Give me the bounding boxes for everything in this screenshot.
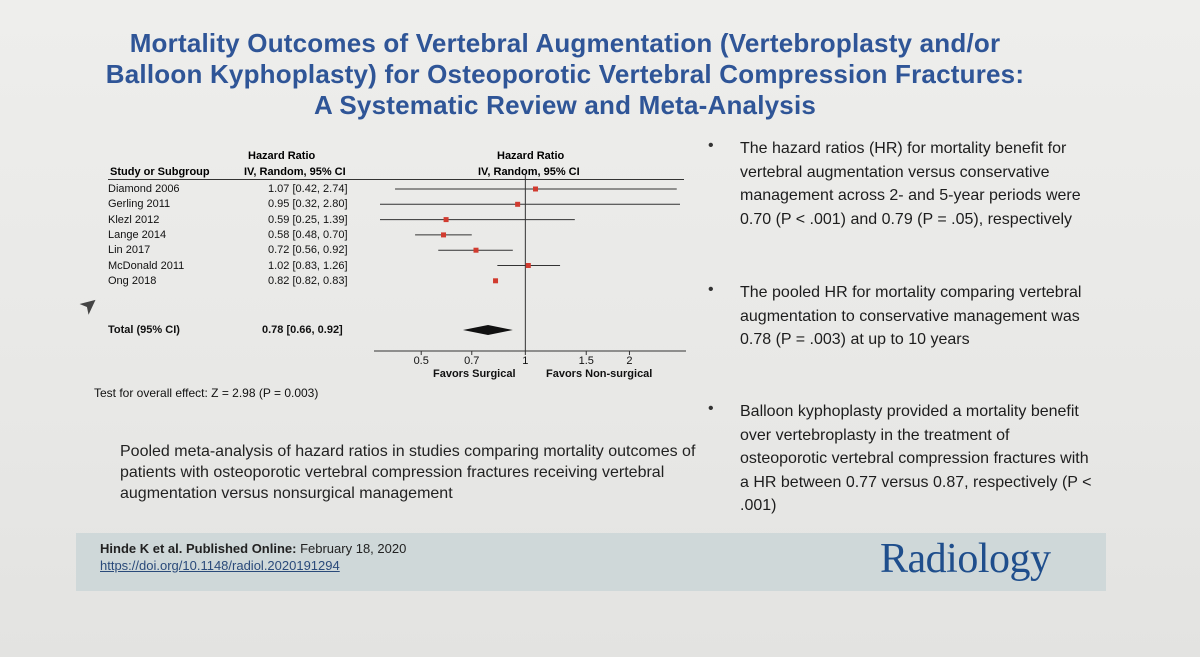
study-point: [441, 232, 446, 237]
total-diamond: [463, 325, 513, 335]
bullet-dot: •: [708, 400, 714, 417]
overall-effect-test: Test for overall effect: Z = 2.98 (P = 0.003): [94, 386, 319, 400]
forest-plot: [370, 168, 690, 388]
study-hr-ci: 1.07 [0.42, 2.74]: [268, 183, 348, 195]
hr-column-subtitle: IV, Random, 95% CI: [244, 166, 346, 178]
x-tick-label: 2: [626, 355, 633, 367]
study-hr-ci: 0.59 [0.25, 1.39]: [268, 213, 348, 226]
study-point: [444, 217, 449, 222]
study-name: McDonald 2011: [108, 259, 185, 272]
study-name: Lin 2017: [108, 244, 151, 257]
doi-link[interactable]: https://doi.org/10.1148/radiol.2020191294: [100, 558, 340, 573]
study-point: [526, 263, 531, 268]
study-hr-ci: 0.58 [0.48, 0.70]: [268, 228, 348, 241]
plot-column-title: Hazard Ratio: [497, 150, 565, 162]
citation-date: February 18, 2020: [296, 541, 407, 556]
slide-title: [60, 28, 1070, 121]
study-hr-ci: 0.82 [0.82, 0.83]: [268, 274, 348, 287]
x-tick-label: 1.5: [578, 355, 594, 367]
study-name: Diamond 2006: [108, 183, 180, 195]
favors-surgical-label: Favors Surgical: [433, 368, 516, 380]
bullet-text: The hazard ratios (HR) for mortality benefit for vertebral augmentation versus conservative management across 2- and 5-year periods were 0.70 (P < .001) and 0.79 (P = .05), respectively: [740, 140, 1081, 228]
title-line-2: Balloon Kyphoplasty) for Osteoporotic Vertebral Compression Fractures:: [105, 59, 1025, 89]
study-point: [473, 248, 478, 253]
x-tick-label: 1: [522, 355, 529, 367]
citation-authors: Hinde K et al. Published Online:: [100, 541, 297, 556]
figure-caption: Pooled meta-analysis of hazard ratios in studies comparing mortality outcomes of patients with osteoporotic vertebral compression fractures receiving vertebral augmentation versus nonsurgical management: [120, 443, 696, 502]
study-point: [533, 187, 538, 192]
study-hr-ci: 0.95 [0.32, 2.80]: [268, 198, 348, 211]
bullet-text: The pooled HR for mortality comparing vertebral augmentation to conservative management was 0.78 (P = .003) at up to 10 years: [740, 284, 1082, 348]
study-name: Ong 2018: [108, 274, 157, 287]
plot-column-subtitle: IV, Random, 95% CI: [478, 166, 580, 178]
arrow-mark-icon: ➤: [73, 289, 104, 321]
study-hr-ci: 0.72 [0.56, 0.92]: [268, 244, 348, 257]
title-line-3: A Systematic Review and Meta-Analysis: [313, 90, 817, 120]
study-name: Gerling 2011: [108, 198, 171, 211]
title-line-1: Mortality Outcomes of Vertebral Augmentation (Vertebroplasty and/or: [129, 28, 1001, 58]
study-name: Lange 2014: [108, 228, 167, 241]
total-ci: 0.78 [0.66, 0.92]: [262, 324, 343, 336]
bullet-dot: •: [708, 281, 714, 298]
radiology-logo: Radiology: [880, 536, 1051, 582]
study-point: [515, 202, 520, 207]
study-column-header: Study or Subgroup: [110, 166, 210, 178]
bullet-dot: •: [708, 137, 714, 154]
favors-nonsurgical-label: Favors Non-surgical: [546, 368, 653, 380]
total-label: Total (95% CI): [108, 324, 180, 336]
citation: [100, 541, 406, 556]
x-tick-label: 0.5: [413, 355, 429, 367]
hr-column-title: Hazard Ratio: [248, 150, 316, 162]
study-hr-ci: 1.02 [0.83, 1.26]: [268, 259, 348, 272]
x-tick-label: 0.7: [464, 355, 480, 367]
study-name: Klezl 2012: [108, 213, 160, 226]
study-point: [493, 278, 498, 283]
bullet-text: Balloon kyphoplasty provided a mortality benefit over vertebroplasty in the treatment of osteoporotic vertebral compression fractures with a HR between 0.77 versus 0.87, respectively (P < .001): [740, 403, 1092, 514]
